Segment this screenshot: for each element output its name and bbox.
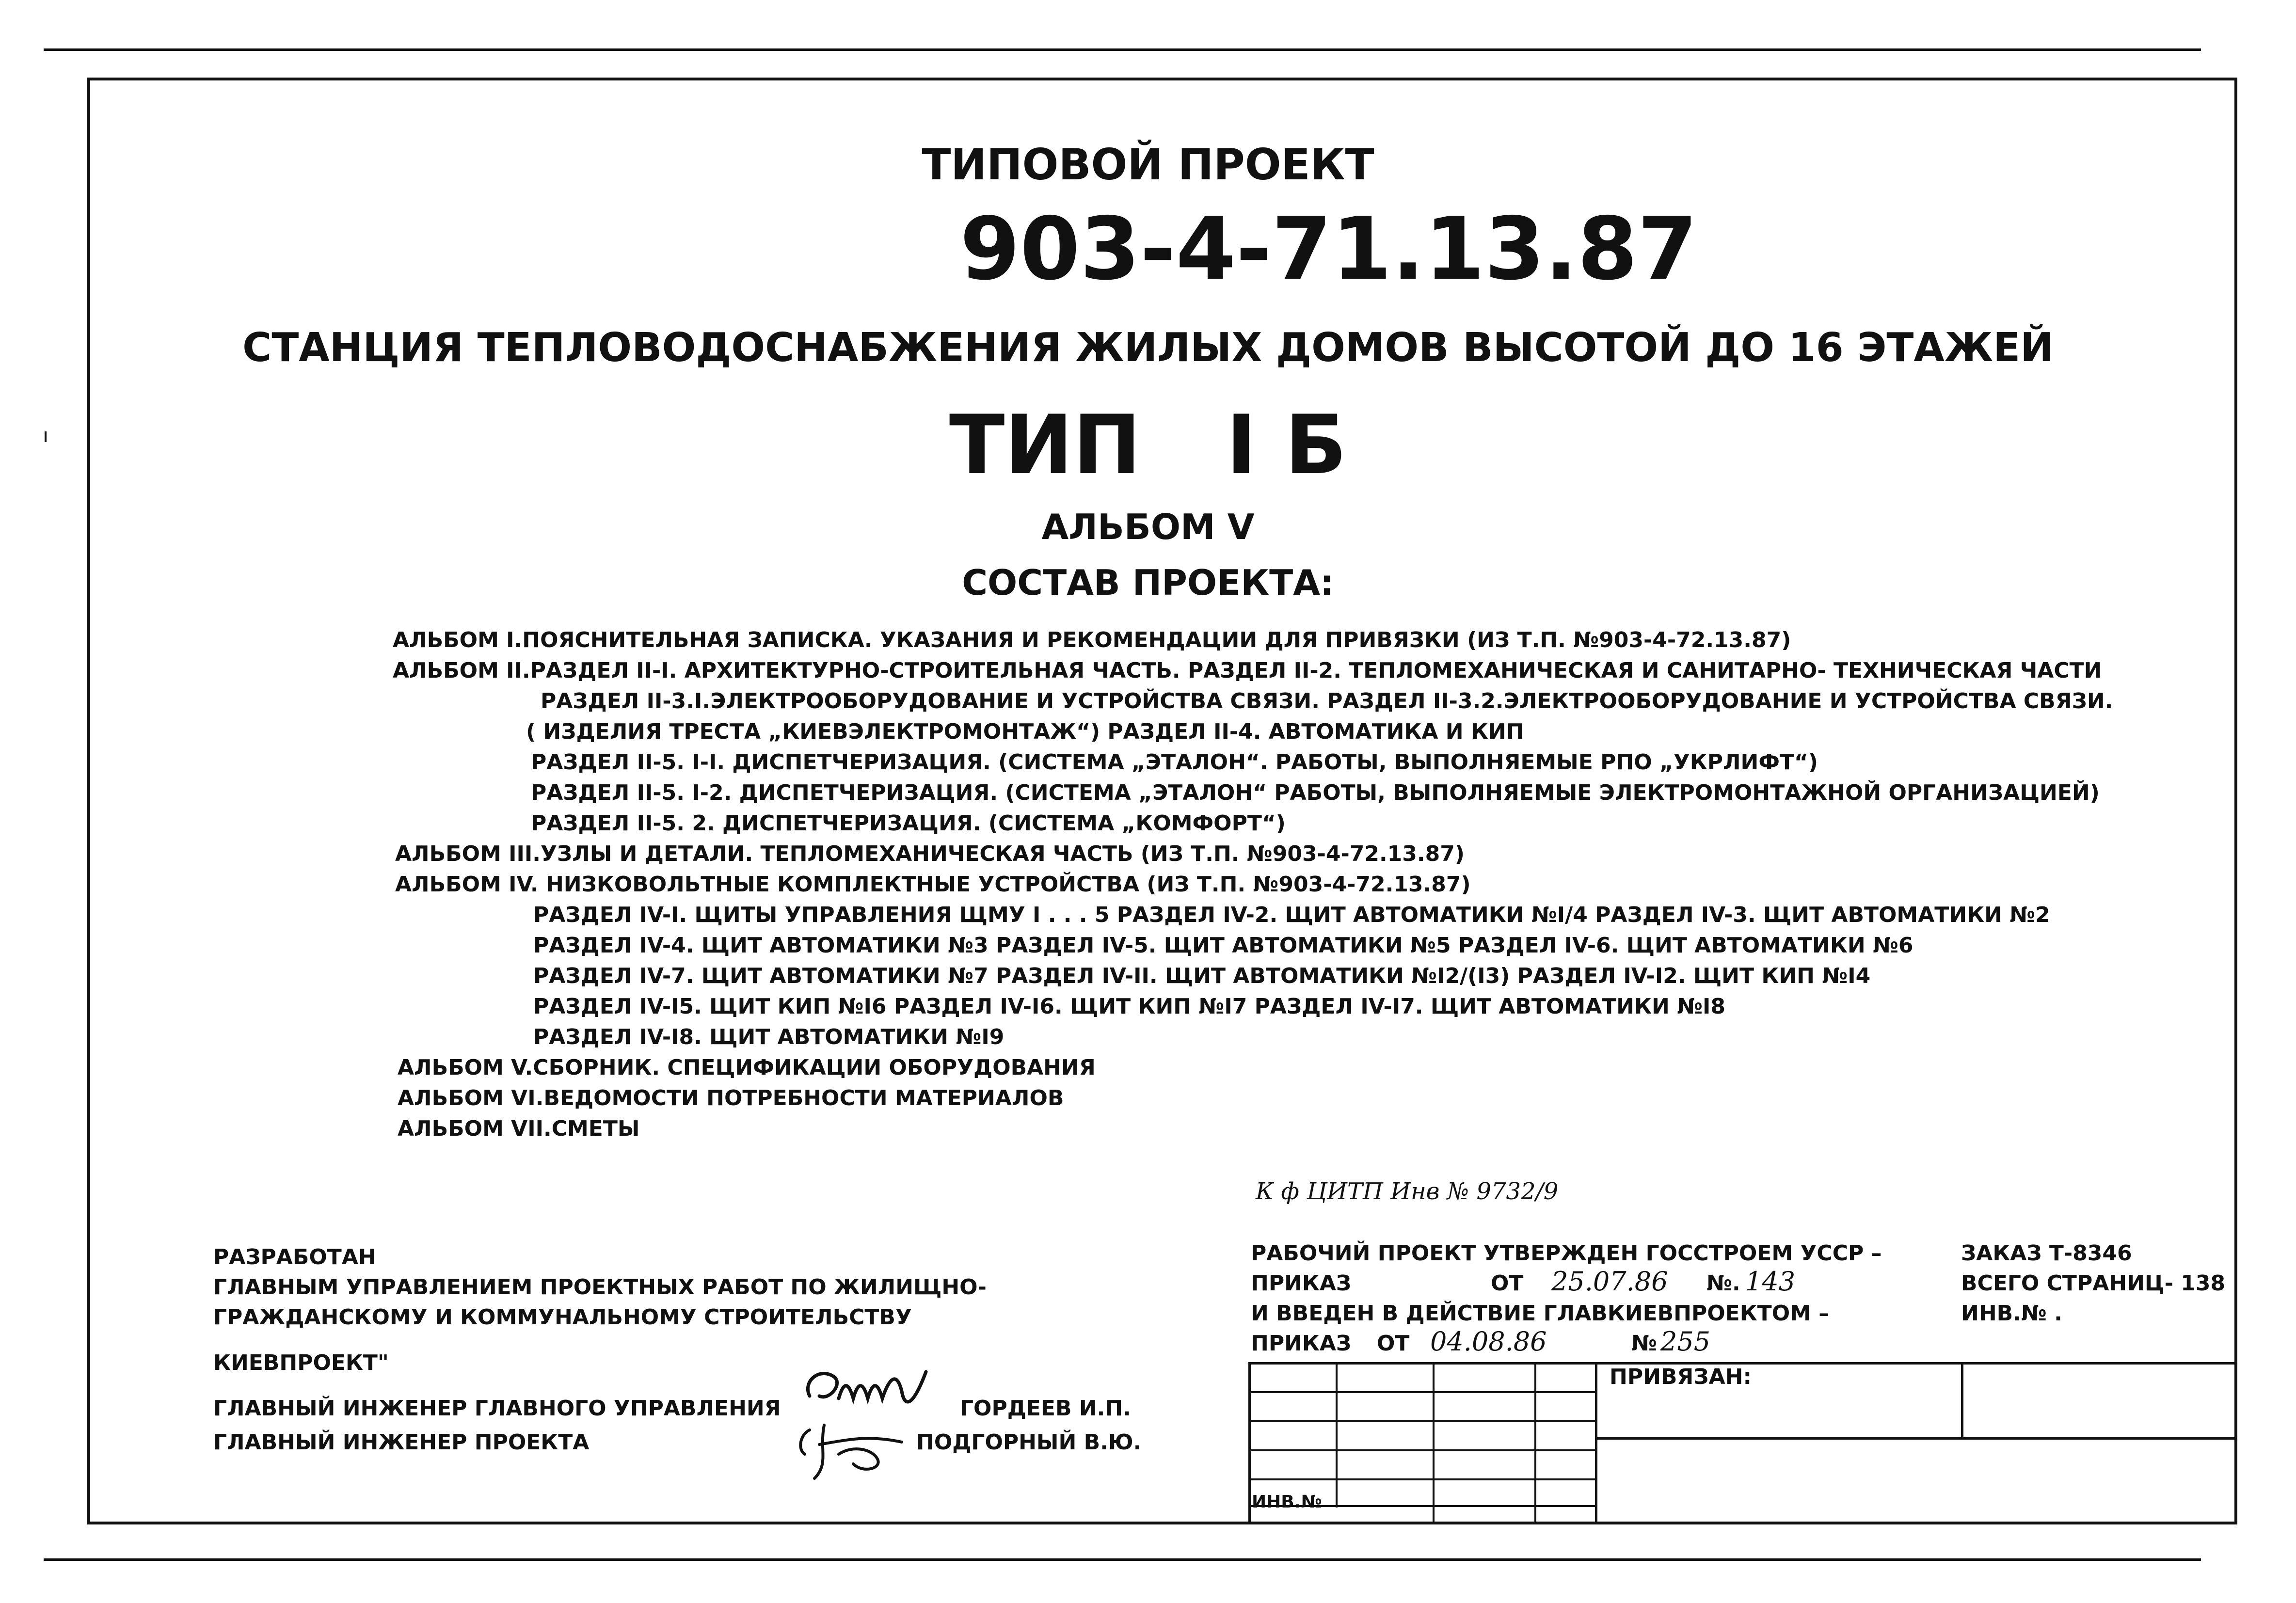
project-subtitle: СТАНЦИЯ ТЕПЛОВОДОСНАБЖЕНИЯ ЖИЛЫХ ДОМОВ ВЫСОТОЙ ДО 16 ЭТАЖЕЙ (242, 325, 2054, 371)
album-number: АЛЬБОМ V (1041, 507, 1255, 547)
contents-line: РАЗДЕЛ II-5. I-I. ДИСПЕТЧЕРИЗАЦИЯ. (СИСТЕМА „ЭТАЛОН“. РАБОТЫ, ВЫПОЛНЯЕМЫЕ РПО „УКРЛИФТ“) (531, 750, 1818, 775)
frame-top (87, 78, 2237, 80)
project-engineer-name: ПОДГОРНЫЙ В.Ю. (916, 1430, 1142, 1455)
order1-label: ПРИКАЗ (1251, 1271, 1352, 1296)
table-row-line (1248, 1478, 1597, 1480)
developer-org-short: КИЕВПРОЕКТ" (213, 1350, 389, 1375)
order2-label: ПРИКАЗ (1251, 1331, 1352, 1356)
table-row-line (1248, 1449, 1597, 1451)
inventory-stamp-note: К ф ЦИТП Инв № 9732/9 (1256, 1178, 1559, 1205)
contents-line: АЛЬБОМ V.СБОРНИК. СПЕЦИФИКАЦИИ ОБОРУДОВАНИЯ (398, 1055, 1096, 1080)
inventory-number-label: ИНВ.№ . (1961, 1301, 2062, 1326)
signature-podgorny (790, 1415, 926, 1488)
developer-org-line2: ГРАЖДАНСКОМУ И КОММУНАЛЬНОМУ СТРОИТЕЛЬСТВУ (213, 1305, 912, 1330)
chief-engineer-name: ГОРДЕЕВ И.П. (960, 1396, 1131, 1421)
approval-line1: РАБОЧИЙ ПРОЕКТ УТВЕРЖДЕН ГОССТРОЕМ УССР – (1251, 1241, 1882, 1266)
frame-right (2234, 78, 2237, 1524)
contents-line: РАЗДЕЛ II-3.I.ЭЛЕКТРООБОРУДОВАНИЕ И УСТРОЙСТВА СВЯЗИ. РАЗДЕЛ II-3.2.ЭЛЕКТРООБОРУДОВАНИЕ И УСТРОЙСТВА СВЯЗИ. (541, 689, 2113, 714)
contents-line: РАЗДЕЛ IV-I8. ЩИТ АВТОМАТИКИ №I9 (533, 1025, 1004, 1049)
contents-line: РАЗДЕЛ IV-7. ЩИТ АВТОМАТИКИ №7 РАЗДЕЛ IV-II. ЩИТ АВТОМАТИКИ №I2/(I3) РАЗДЕЛ IV-I2. ЩИТ КИП №I4 (533, 964, 1871, 988)
developer-org-line1: ГЛАВНЫМ УПРАВЛЕНИЕМ ПРОЕКТНЫХ РАБОТ ПО ЖИЛИЩНО- (213, 1275, 987, 1300)
total-pages: ВСЕГО СТРАНИЦ- 138 (1961, 1271, 2226, 1296)
table-row-line (1595, 1437, 2237, 1440)
table-inventory-label: ИНВ.№ (1252, 1492, 1322, 1512)
contents-line: АЛЬБОМ II.РАЗДЕЛ II-I. АРХИТЕКТУРНО-СТРОИТЕЛЬНАЯ ЧАСТЬ. РАЗДЕЛ II-2. ТЕПЛОМЕХАНИЧЕСКАЯ И САНИТАРНО- ТЕХНИЧЕСКАЯ ЧАСТИ (393, 658, 2102, 683)
table-row-line (1248, 1420, 1597, 1422)
order1-no: 143 (1745, 1266, 1796, 1297)
composition-heading: СОСТАВ ПРОЕКТА: (962, 562, 1334, 603)
top-outer-line (44, 48, 2201, 51)
order2-no-label: № (1631, 1331, 1657, 1356)
developer-label: РАЗРАБОТАН (213, 1245, 376, 1270)
frame-bottom (87, 1522, 2237, 1524)
table-col-line (1433, 1362, 1435, 1524)
contents-line: РАЗДЕЛ II-5. 2. ДИСПЕТЧЕРИЗАЦИЯ. (СИСТЕМА „КОМФОРТ“) (531, 811, 1286, 836)
contents-line: АЛЬБОМ VI.ВЕДОМОСТИ ПОТРЕБНОСТИ МАТЕРИАЛОВ (398, 1086, 1064, 1111)
order-number: ЗАКАЗ Т-8346 (1961, 1241, 2132, 1266)
project-number: 903-4-71.13.87 (960, 199, 1698, 299)
order2-date: 04.08.86 (1430, 1326, 1547, 1357)
contents-line: АЛЬБОМ I.ПОЯСНИТЕЛЬНАЯ ЗАПИСКА. УКАЗАНИЯ И РЕКОМЕНДАЦИИ ДЛЯ ПРИВЯЗКИ (ИЗ Т.П. №903-4-72.13.87) (393, 628, 1791, 652)
table-col-line (1961, 1362, 1963, 1440)
project-engineer-label: ГЛАВНЫЙ ИНЖЕНЕР ПРОЕКТА (213, 1430, 590, 1455)
contents-line: ( ИЗДЕЛИЯ ТРЕСТА „КИЕВЭЛЕКТРОМОНТАЖ“) РАЗДЕЛ II-4. АВТОМАТИКА И КИП (526, 719, 1524, 744)
contents-line: РАЗДЕЛ IV-I. ЩИТЫ УПРАВЛЕНИЯ ЩМУ I . . . 5 РАЗДЕЛ IV-2. ЩИТ АВТОМАТИКИ №I/4 РАЗДЕЛ IV-3. ЩИТ АВТОМАТИКИ №2 (533, 903, 2050, 927)
contents-line: АЛЬБОМ III.УЗЛЫ И ДЕТАЛИ. ТЕПЛОМЕХАНИЧЕСКАЯ ЧАСТЬ (ИЗ Т.П. №903-4-72.13.87) (395, 841, 1465, 866)
bound-label: ПРИВЯЗАН: (1610, 1365, 1752, 1389)
bottom-outer-line (44, 1558, 2201, 1561)
chief-engineer-label: ГЛАВНЫЙ ИНЖЕНЕР ГЛАВНОГО УПРАВЛЕНИЯ (213, 1396, 781, 1421)
approval-line3: И ВВЕДЕН В ДЕЙСТВИЕ ГЛАВКИЕВПРОЕКТОМ – (1251, 1301, 1830, 1326)
order2-from: ОТ (1377, 1331, 1410, 1356)
contents-line: АЛЬБОМ IV. НИЗКОВОЛЬТНЫЕ КОМПЛЕКТНЫЕ УСТРОЙСТВА (ИЗ Т.П. №903-4-72.13.87) (395, 872, 1471, 897)
order1-date: 25.07.86 (1551, 1266, 1668, 1297)
contents-line: АЛЬБОМ VII.СМЕТЫ (398, 1116, 640, 1141)
table-col-line (1336, 1362, 1338, 1508)
contents-line: РАЗДЕЛ IV-4. ЩИТ АВТОМАТИКИ №3 РАЗДЕЛ IV-5. ЩИТ АВТОМАТИКИ №5 РАЗДЕЛ IV-6. ЩИТ АВТОМАТИКИ №6 (533, 933, 1913, 958)
table-col-line (1534, 1362, 1536, 1524)
order2-no: 255 (1660, 1326, 1711, 1357)
doc-title: ТИПОВОЙ ПРОЕКТ (922, 140, 1374, 190)
signature-gordeev (800, 1362, 960, 1420)
frame-left (87, 78, 90, 1524)
table-row-line (1248, 1391, 1597, 1393)
order1-from: ОТ (1491, 1271, 1524, 1296)
project-type: ТИП I Б (949, 397, 1347, 492)
order1-no-label: №. (1706, 1271, 1740, 1296)
table-left-border (1248, 1362, 1251, 1524)
contents-line: РАЗДЕЛ IV-I5. ЩИТ КИП №I6 РАЗДЕЛ IV-I6. ЩИТ КИП №I7 РАЗДЕЛ IV-I7. ЩИТ АВТОМАТИКИ №I8 (533, 994, 1726, 1019)
contents-line: РАЗДЕЛ II-5. I-2. ДИСПЕТЧЕРИЗАЦИЯ. (СИСТЕМА „ЭТАЛОН“ РАБОТЫ, ВЫПОЛНЯЕМЫЕ ЭЛЕКТРОМОНТАЖНОЙ ОРГАНИЗАЦИЕЙ) (531, 780, 2100, 805)
table-col-line (1595, 1362, 1597, 1524)
